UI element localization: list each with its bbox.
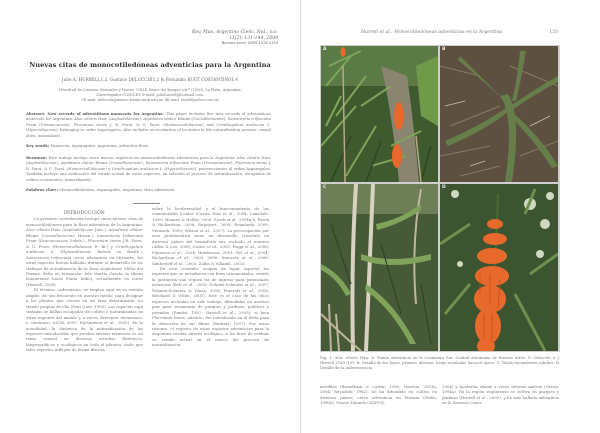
family-name: Hemerocallidaceae [165, 121, 203, 127]
abstract-label: Abstract: New records of adventitious monocots for Argentina. [26, 111, 165, 116]
family-name: Hemerocallidaceae [68, 165, 106, 171]
family-name: Asphodelaceae [110, 116, 140, 122]
running-head: Hurrell et al.: Monocotiledóneas adventicias en la Argentina [361, 30, 502, 35]
species-name: Aloe ciliaris [334, 355, 359, 360]
journal-name: Rev. Mus. Argentino Cienc. Nat., n.s. [191, 30, 278, 35]
body-column-2 [152, 206, 269, 348]
affiliation-line: 3E-mail: delucchi@museo.fcnym.unlp.edu.ar. 4E-mail: buetf@yahoo.com.ar [81, 97, 219, 102]
journal-citation [192, 30, 278, 47]
article-title: Nuevas citas de monocotiledóneas adventicias para la Argentina [29, 61, 271, 69]
photo-leaf-detail [440, 46, 558, 182]
paragraph: La presente contribución incluye cinco nuevas citas de monocotiledóneas para la flora adventicia de la Argentina: Aloe ciliaris Haw. (Asphodelaceae Juss.), Aspidistra elatior Blume (Convallariaceae Horan.), Sansevieria trifasciata Prain (Dracaenaceae Salisb.), Phormium tenax J.R. Forst. & G. Forst. (Hemerocallidaceae R. Br.) y Ornithogalum arabicum L. (Hyacinthaceae Batsch ex Borkh.). Sansevieria trifasciata crece adventicia en Misiones; las otras especies fueron halladas durante el desarrollo de los trabajos de actualización de la flora rioplatense (delta del Paraná, delta en formación, Isla Martín García, la ribera bonaerense hasta Punta Indio), actualmente en curso (Hurrell, 2008). [26, 216, 144, 287]
key-words [26, 143, 271, 148]
species-name: Phormium tenax [73, 121, 108, 127]
family-name: Dracaenaceae [203, 160, 232, 166]
photo-panel-c [321, 184, 438, 351]
species-name: Aspidistra elatior [143, 116, 177, 122]
paragraph: xerófilas (Brandham & Carter, 1990; Newton, 2001a, 2004; Reynolds, 1982). Se ha difundido en cultivo en diversos países, crece adventicia en Francia (Webb, 1980a), Nueva Zelanda (NZPCN, [320, 384, 437, 406]
abstract-text: ), [68, 121, 74, 127]
family-name: Dracaenaceae [40, 121, 69, 127]
species-name: Sansevieria trifasciata [145, 160, 190, 166]
citation-etal: et al. [476, 394, 487, 400]
figure-caption [320, 355, 560, 371]
paragraph: sobre la biodiversidad y el funcionamiento de las comunidades locales (Castro Díez et al., 2004; Lonsdale, 1999; Mooney & Hobbs, 2000; Pysek et al., 2004a,b; Pysek & Richardson, 2006; Rapoport, 2000; Rejmánek, 2000; Vitousek, 1993; Wilson et al., 2007). La preocupación por esta problemática tiene un desarrollo creciente en diversos países del hemisferio sur, incluido el nuestro (Allen & Lee, 2006; Castro et al., 2005; Faggi et al., 2006; Figueroa et al., 2004; Henderson, 2001; Nel et al., 2004; Richardson et al., 2005, 2006; Saracela et al., 2006; Simberloff et al., 2005; Zalba & Villamil, 2002). [152, 206, 270, 266]
abstract-text: Prain ( [26, 121, 41, 127]
right-page [300, 0, 600, 433]
paragraph: El término «adventicia» se emplea aquí en su sentido amplio, de uso frecuente en nuestro medio, para designar a las plantas que crecen en un área determinada, no siendo propias de ella (Font Quer, 1993). Las especies aquí tratadas se hallan escapadas de cultivo o naturalizadas en otras regiones del mundo y, a veces, devienen «invasoras» o «malezas» (GCW, 2007; Richardson et al., 2000). En la actualidad, la dinámica de la naturalización de las especies introducidas que pueden devenir invasoras es un tema central en diversos estudios florísticos, biogeográficos y ecológicos en todo el planeta, dado que tales especies influyen de forma directa [26, 287, 143, 353]
panel-label-c: C [323, 185, 327, 190]
journal-issn: Buenos Aires, ISSN 1514-5158 [221, 41, 278, 46]
family-name: Hyacinthaceae [166, 165, 195, 171]
species-name: Aloe ciliaris [237, 155, 260, 160]
palabras-clave-text: Monocotiledóneas, Asparagales, Argentina, flora adventicia. [57, 187, 176, 192]
resumen-text: ), [56, 160, 61, 166]
resumen-text: ) y [105, 165, 112, 171]
resumen-text: ), pertenecientes al orden Asparagales. También incluye una evaluación del estado actual de estas especies, en relación al proceso de naturalización: escapadas de cultivo ocasionales, naturalizadas. [26, 165, 272, 182]
abstract-text: ) and [202, 121, 217, 127]
abstract-text: ), belonging to order Asparagales. Also includes an evaluation of its status in the naturalization process: casual alien, naturalized. [26, 127, 271, 138]
photo-panel-b [440, 46, 558, 182]
resumen-text: ), [141, 160, 146, 166]
species-name: Ornithogalum arabicum [216, 121, 265, 127]
palabras-clave [26, 187, 271, 192]
key-words-label: Key words: [26, 143, 50, 148]
family-name: Hyacinthaceae [27, 127, 57, 133]
abstract [26, 111, 271, 138]
affiliations [0, 88, 300, 102]
figure-1 [320, 45, 560, 352]
section-divider [133, 203, 160, 204]
species-name: Phormium tenax [235, 160, 268, 166]
resumen-text: J. R. Forst. & G. Forst. ( [26, 160, 271, 171]
journal-volume: 11(2): 131-144, 2009 [228, 35, 278, 41]
body-column-4 [442, 384, 559, 406]
panel-label-a: A [323, 47, 327, 52]
abstract-text: J. R. Forst. & G. Forst. ( [107, 121, 166, 127]
caption-text: Haw. A. Planta adventicia en la Costanera Sur, Ciudad Autónoma de Buenos Aires, G. Delucchi & J. Hurrell 2180 (LP). B. Detalle de las hojas, primero dísticas, luego rosuladas hacia el ápice. C. Tallos escandentes adultos. D. Detalle de la inflorescencia. [320, 355, 560, 371]
resumen-text: Prain ( [189, 160, 204, 166]
species-name: Aloe ciliaris [74, 116, 97, 122]
paragraph: En este contexto, ocupan un lugar especial las especies que se introducen con fines ornamentales, siendo la jardinería una segura vía de ingreso para potenciales invasoras (Bell et al., 2003; Dehnen-Schmutz et al., 2007; Dehnen-Schmutz & Touza, 2008; Foxcroft et al., 2008; Reichard & White, 2001). Este es el caso de las cinco especies incluidas en este trabajo, difundidas en nuestro país para ornamento de parques y jardines, públicos y privados (Dimitri, 1987; Hurrell et al., 2005); si bien Phormium tenax, además, fue introducida en el delta para la obtención de sus fibras (Burkart, 1957). Por estas razones, el registro de estas especies adventicias para la Argentina reviste interés ecológico, a los fines de evaluar su estado actual en el marco del proceso de naturalización. [152, 265, 270, 348]
abstract-text: L. ( [26, 121, 271, 133]
resumen [26, 155, 271, 182]
family-name: Convallariaceae [110, 160, 142, 166]
family-name: Asphodelaceae [27, 160, 57, 166]
family-name: Convallariaceae [192, 116, 224, 122]
abstract-text: ), [223, 116, 228, 122]
paragraph: , 2005), y ha sido hallada adventicia en la Reserva Costa- [442, 394, 559, 406]
resumen-text: Haw. ( [26, 155, 271, 166]
body-column-1 [26, 211, 143, 353]
photo-inflorescence-detail [440, 184, 558, 351]
affiliation-line: 1Facultad de Ciencias Naturales y Museo, UNLP, Paseo del Bosque s/n.º (1900), La Plata, Argentina. [58, 88, 242, 92]
photo-stems [321, 184, 438, 351]
species-name: Sansevieria trifasciata [227, 116, 271, 122]
resumen-text: Blume ( [94, 160, 111, 166]
affiliation-line: 2Investigador CONICET. E-mail: juliohurrell@hotmail.com. [96, 92, 204, 97]
photo-panel-d [440, 184, 558, 351]
key-words-text: Monocots, Asparagales, Argentina, adventive flora. [49, 143, 150, 148]
resumen-text: L. ( [158, 165, 167, 171]
resumen-label: Resumen: [26, 155, 48, 160]
panel-label-d: D [442, 185, 446, 190]
photo-panel-a [321, 46, 438, 182]
panel-label-b: B [442, 47, 446, 52]
body-column-3 [320, 384, 437, 406]
abstract-text: This paper includes five new records of adventitious monocots for Argentina: [26, 111, 271, 122]
section-heading-introduccion: INTRODUCCIÓN [64, 211, 105, 216]
resumen-text: ), [231, 160, 236, 166]
abstract-text: Haw. ( [96, 116, 111, 122]
abstract-text: Blume ( [176, 116, 193, 122]
caption-label: Fig. 1. [320, 355, 335, 360]
species-name: Aspidistra elatior [60, 160, 95, 166]
paragraph: 2004) y Australia, donde a veces deviene maleza (Green, 1994a). En la región rioplatense se cultiva en parques y jardines (Hurrell [442, 384, 559, 400]
photo-plant-overview [321, 46, 438, 182]
palabras-clave-label: Palabras clave: [26, 187, 58, 192]
article-authors: Julio A. HURRELL1,2, Gustavo DELUCCHI1,2 & Fernando BUET COSTANTINO1,4 [61, 77, 239, 82]
resumen-text: Este trabajo incluye cinco nuevos registros de monocotiledóneas adventicias para la Argentina: [47, 155, 237, 160]
abstract-text: ), [139, 116, 144, 122]
page-number: 135 [549, 30, 558, 35]
species-name: Ornithogalum arabicum [111, 165, 159, 171]
